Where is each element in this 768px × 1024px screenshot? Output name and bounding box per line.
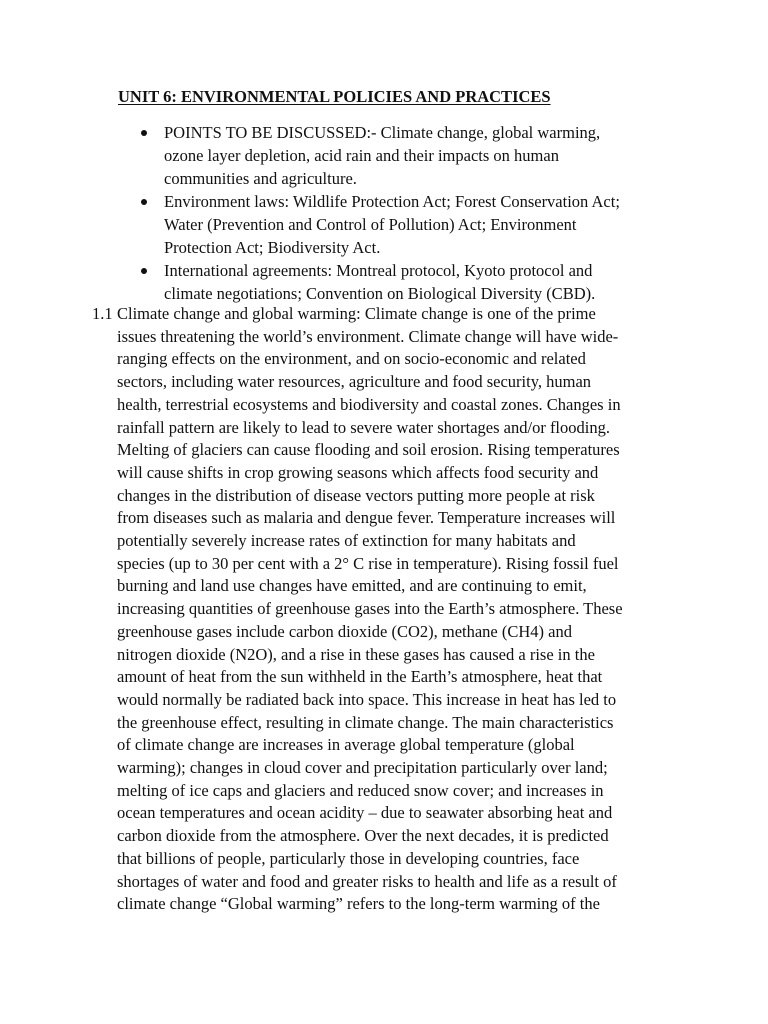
unit-heading: UNIT 6: ENVIRONMENTAL POLICIES AND PRACTICES	[118, 87, 551, 106]
paragraph-line: species (up to 30 per cent with a 2° C rise in temperature). Rising fossil fuel	[117, 553, 619, 573]
paragraph-line: shortages of water and food and greater risks to health and life as a result of	[117, 871, 617, 891]
paragraph-line: burning and land use changes have emitted, and are continuing to emit,	[117, 576, 587, 596]
bullet-line: International agreements: Montreal protocol, Kyoto protocol and	[164, 261, 593, 280]
paragraph-line: ocean temperatures and ocean acidity – due to seawater absorbing heat and	[117, 803, 613, 823]
bullet-line: Water (Prevention and Control of Pollution) Act; Environment	[164, 215, 577, 234]
section-number: 1.1	[92, 304, 113, 323]
bullet-line: communities and agriculture.	[164, 169, 357, 188]
bullet-item-laws	[137, 190, 677, 259]
bullet-line: climate negotiations; Convention on Biological Diversity (CBD).	[164, 284, 596, 303]
bullet-item-points	[137, 121, 677, 190]
paragraph-line: would normally be radiated back into space. This increase in heat has led to	[117, 689, 617, 709]
paragraph-line: potentially severely increase rates of extinction for many habitats and	[117, 531, 576, 551]
paragraph-line: warming); changes in cloud cover and precipitation particularly over land;	[117, 758, 608, 778]
section-paragraph	[117, 303, 677, 916]
paragraph-line: ranging effects on the environment, and on socio-economic and related	[117, 349, 586, 369]
bullet-item-agreements	[137, 259, 677, 305]
paragraph-line: changes in the distribution of disease vectors putting more people at risk	[117, 485, 595, 505]
paragraph-line: melting of ice caps and glaciers and reduced snow cover; and increases in	[117, 780, 604, 800]
bullet-line: POINTS TO BE DISCUSSED:- Climate change, global warming,	[164, 123, 601, 142]
paragraph-line: climate change “Global warming” refers to the long-term warming of the	[117, 894, 600, 914]
paragraph-line: from diseases such as malaria and dengue fever. Temperature increases will	[117, 508, 616, 528]
paragraph-line: increasing quantities of greenhouse gases into the Earth’s atmosphere. These	[117, 599, 623, 619]
paragraph-line: carbon dioxide from the atmosphere. Over the next decades, it is predicted	[117, 826, 609, 846]
bullet-line: Environment laws: Wildlife Protection Act; Forest Conservation Act;	[164, 192, 620, 211]
paragraph-line: Climate change and global warming: Climate change is one of the prime	[117, 304, 596, 323]
paragraph-line: that billions of people, particularly those in developing countries, face	[117, 848, 580, 868]
paragraph-line: Melting of glaciers can cause flooding and soil erosion. Rising temperatures	[117, 440, 620, 460]
paragraph-line: the greenhouse effect, resulting in climate change. The main characteristics	[117, 712, 614, 732]
bullet-icon	[141, 130, 147, 136]
paragraph-line: greenhouse gases include carbon dioxide (CO2), methane (CH4) and	[117, 621, 572, 641]
paragraph-line: of climate change are increases in average global temperature (global	[117, 735, 575, 755]
paragraph-line: health, terrestrial ecosystems and biodiversity and coastal zones. Changes in	[117, 394, 621, 414]
bullet-icon	[141, 268, 147, 274]
paragraph-line: issues threatening the world’s environment. Climate change will have wide-	[117, 326, 619, 346]
paragraph-line: rainfall pattern are likely to lead to severe water shortages and/or flooding.	[117, 417, 610, 437]
paragraph-line: nitrogen dioxide (N2O), and a rise in these gases has caused a rise in the	[117, 644, 595, 664]
bullet-icon	[141, 199, 147, 205]
bullet-text	[164, 121, 677, 190]
bullet-text	[164, 190, 677, 259]
bullet-line: Protection Act; Biodiversity Act.	[164, 238, 381, 257]
paragraph-line: will cause shifts in crop growing seasons which affects food security and	[117, 462, 599, 482]
paragraph-line: amount of heat from the sun withheld in the Earth’s atmosphere, heat that	[117, 667, 603, 687]
paragraph-line: sectors, including water resources, agriculture and food security, human	[117, 372, 592, 392]
discussion-points-list	[137, 121, 677, 305]
bullet-line: ozone layer depletion, acid rain and their impacts on human	[164, 146, 559, 165]
bullet-text	[164, 259, 677, 305]
